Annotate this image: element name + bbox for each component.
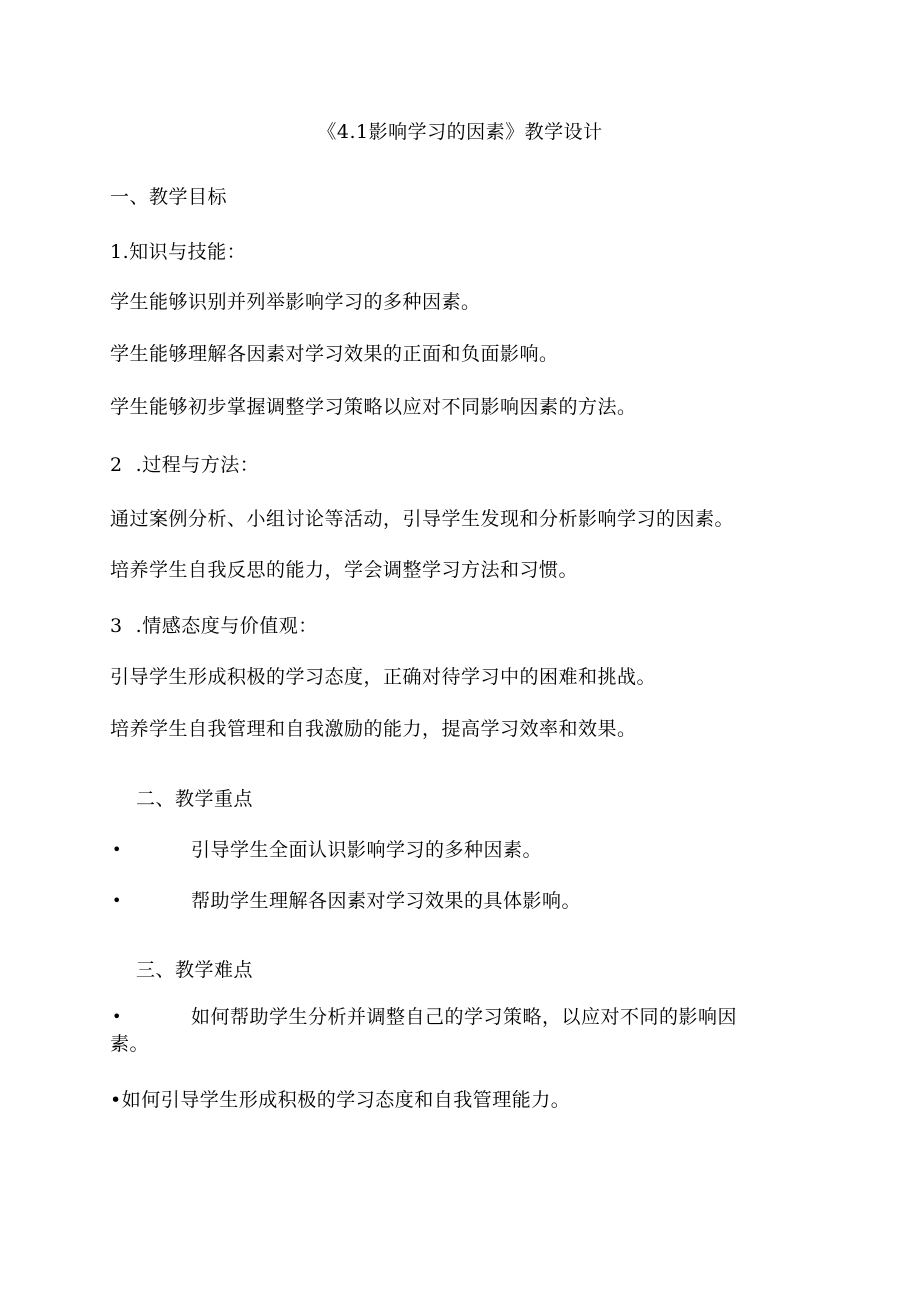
paragraph: 引导学生形成积极的学习态度，正确对待学习中的困难和挑战。	[110, 666, 657, 688]
subsection-2-heading: 2 .过程与方法：	[110, 454, 260, 476]
paragraph: 培养学生自我反思的能力，学会调整学习方法和习惯。	[110, 559, 579, 581]
bullet-symbol: •	[112, 840, 122, 859]
subsection-3-heading: 3 .情感态度与价值观：	[110, 615, 318, 637]
section-3-heading: 三、教学难点	[136, 959, 254, 981]
list-item: 帮助学生理解各因素对学习效果的具体影响。	[191, 890, 582, 912]
paragraph: 学生能够识别并列举影响学习的多种因素。	[110, 291, 481, 313]
document-title: 《4.1影响学习的因素》教学设计	[317, 121, 603, 143]
bullet-symbol: •	[112, 891, 122, 910]
paragraph: 学生能够理解各因素对学习效果的正面和负面影响。	[110, 343, 559, 365]
section-2-heading: 二、教学重点	[136, 788, 254, 810]
list-item: 如何帮助学生分析并调整自己的学习策略，以应对不同的影响因	[191, 1006, 738, 1028]
paragraph: 培养学生自我管理和自我激励的能力，提高学习效率和效果。	[110, 718, 637, 740]
paragraph: 学生能够初步掌握调整学习策略以应对不同影响因素的方法。	[110, 396, 637, 418]
subsection-1-heading: 1.知识与技能：	[110, 241, 247, 263]
list-item: 引导学生全面认识影响学习的多种因素。	[191, 839, 543, 861]
list-item-continuation: 素。	[110, 1033, 150, 1055]
paragraph: 通过案例分析、小组讨论等活动，引导学生发现和分析影响学习的因素。	[110, 508, 735, 530]
section-1-heading: 一、教学目标	[110, 186, 228, 208]
list-item: •如何引导学生形成积极的学习态度和自我管理能力。	[110, 1089, 571, 1111]
bullet-symbol: •	[112, 1007, 122, 1026]
